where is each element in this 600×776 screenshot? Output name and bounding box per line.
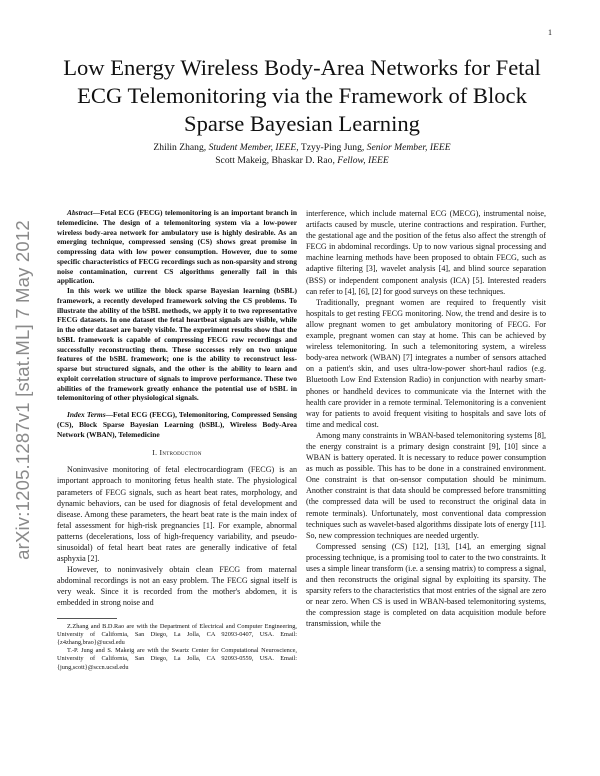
abstract-label: Abstract — [67, 208, 93, 217]
author-line-1 — [55, 141, 549, 154]
paper-title: Low Energy Wireless Body-Area Networks for Fetal ECG Telemonitoring via the Framework of Block Sparse Bayesian Learning — [63, 55, 541, 136]
intro-paragraph-1: Noninvasive monitoring of fetal electrocardiogram (FECG) is an important approach to monitoring fetus health state. The physiological parameters of FECG signals, such as heart beat rates, morphology, and dynamic behaviors, can be used for diagnosis of fetal development and disease. Among these parameters, the heart beat rate is the main index of fetal assessment for high-risk pregnancies [1]. For example, abnormal patterns (decelerations, loss of high-frequency variability, and pseudo-sinusoidal) of fetal heart beat rates are generally indicative of fetal asphyxia [2]. — [57, 465, 297, 564]
author-name: Zhilin Zhang, — [153, 142, 209, 153]
abstract-text: —Fetal ECG (FECG) telemonitoring is an important branch in telemedicine. The design of a telemonitoring system via a low-power wireless body-area network for ambulatory use is highly desirable. As an emerging technique, compressed sensing (CS) shows great promise in compressing data with low power consumption. However, due to some specific characteristics of FECG recordings such as non-sparsity and strong noise contamination, current CS algorithms generally fail in this application. — [57, 208, 297, 286]
introduction-body — [57, 464, 297, 608]
author-role: Fellow, IEEE — [337, 155, 389, 166]
author-list — [55, 141, 549, 167]
right-paragraph-2: Traditionally, pregnant women are required to frequently visit hospitals to get resting FECG monitoring. Now, the trend and desire is to allow pregnant women to get ambulatory monitoring of FECG. For example, pregnant women can stay at home. This can be achieved by wireless telemonitoring. In such a telemonitoring system, a wireless body-area network (WBAN) [7] integrates a number of sensors attached on a patient's skin, and uses ultra-low-power short-haul radios (e.g. Bluetooth Low End Extension Radio) in conjunction with nearby smart-phones or handheld devices to communicate via the Internet with the health care provider in a remote terminal. Telemonitoring is a convenient way for patients to avoid frequent visiting to hospitals and save lots of time and medical cost. — [306, 297, 546, 429]
footnote-2: T.-P. Jung and S. Makeig are with the Swartz Center for Computational Neuroscience, University of California, San Diego, La Jolla, CA 92093-0559, USA. Email:{jung,scott}@sccn.ucsd.edu — [57, 647, 297, 671]
right-column — [306, 208, 546, 630]
left-column — [57, 208, 297, 672]
right-paragraph-4: Compressed sensing (CS) [12], [13], [14], an emerging signal processing technique, is a promising tool to cater to the two constraints. It uses a simple linear transform (i.e. a sensing matrix) to compress a signal, and then reconstructs the original signal by exploiting its sparsity. The sparsity refers to the characteristics that most entries of the signal are zero or near zero. When CS is used in WBAN-based telemonitoring systems, the compression stage is completed on data acquisition module before transmission, while the — [306, 541, 546, 629]
arxiv-identifier-stamp — [8, 200, 38, 580]
author-role: Senior Member, IEEE — [366, 142, 451, 153]
author-name: , Tzyy-Ping Jung, — [296, 142, 367, 153]
index-terms — [57, 410, 297, 439]
index-terms-paragraph — [57, 410, 297, 439]
page-number: 1 — [548, 28, 552, 37]
arxiv-stamp-text: arXiv:1205.1287v1 [stat.ML] 7 May 2012 — [12, 220, 33, 560]
author-line-2 — [55, 154, 549, 167]
right-paragraph-1: interference, which include maternal ECG (MECG), instrumental noise, artifacts caused by muscle, uterine contractions and respiration. Further, the gestational age and the position of the fetus also affect the strength of FECG in abdominal recordings. Up to now various signal processing and machine learning methods have been proposed to obtain FECG, such as adaptive filtering [3], wavelet analysis [4], and blind source separation (BSS) or independent component analysis (ICA) [5]. Interested readers can refer to [4], [6], [2] for good surveys on these techniques. — [306, 209, 546, 296]
author-role: Student Member, IEEE — [208, 142, 297, 153]
author-name: Scott Makeig, Bhaskar D. Rao, — [215, 155, 338, 166]
footnote-1: Z.Zhang and B.D.Rao are with the Department of Electrical and Computer Engineering, University of California, San Diego, La Jolla, CA 92093-0407, USA. Email:{z4zhang,brao}@ucsd.edu — [57, 622, 297, 646]
index-terms-label: Index Terms — [67, 410, 106, 419]
abstract-paragraph-1 — [57, 208, 297, 286]
footnote-divider — [57, 618, 117, 619]
abstract — [57, 208, 297, 403]
right-paragraph-3: Among many constraints in WBAN-based telemonitoring systems [8], the energy constraint is a primary design constraint [9], [10] since a WBAN is battery operated. It is necessary to reduce power consumption as much as possible. This has to be done in a constrained environment. One constraint is that on-sensor computation should be minimum. Another constraint is that data should be compressed before transmitting (the compressed data will be used to reconstruct the original data in remote terminals). Unfortunately, most conventional data compression techniques such as wavelet-based algorithms dissipate lots of energy [11]. So, new compression techniques are needed urgently. — [306, 430, 546, 540]
section-heading-introduction: I. Introduction — [152, 448, 202, 458]
abstract-paragraph-2: In this work we utilize the block sparse Bayesian learning (bSBL) framework, a recently developed framework solving the CS problems. To illustrate the ability of the bSBL methods, we apply it to two representative FECG datasets. In one dataset the fetal heartbeat signals are visible, while in the other dataset are barely visible. The experiment results show that the bSBL framework is capable of compressing FECG raw recordings and successfully reconstructing them. These successes rely on two unique features of the bSBL framework; one is the ability to reconstruct less-sparse but structured signals, and the other is the ability to learn and exploit correlation structure of signals to improve performance. These two abilities of the framework greatly enhance the potential use of bSBL in telemonitoring of other physiological signals. — [57, 286, 297, 403]
intro-paragraph-2: However, to noninvasively obtain clean FECG from maternal abdominal recordings is not an easy problem. The FECG signal itself is very weak. Since it is recorded from the mother's abdomen, it is embedded in strong noise and — [57, 565, 297, 608]
index-terms-text: —Fetal ECG (FECG), Telemonitoring, Compressed Sensing (CS), Block Sparse Bayesian Learning (bSBL), Wireless Body-Area Network (WBAN), Telemedicine — [57, 410, 297, 439]
